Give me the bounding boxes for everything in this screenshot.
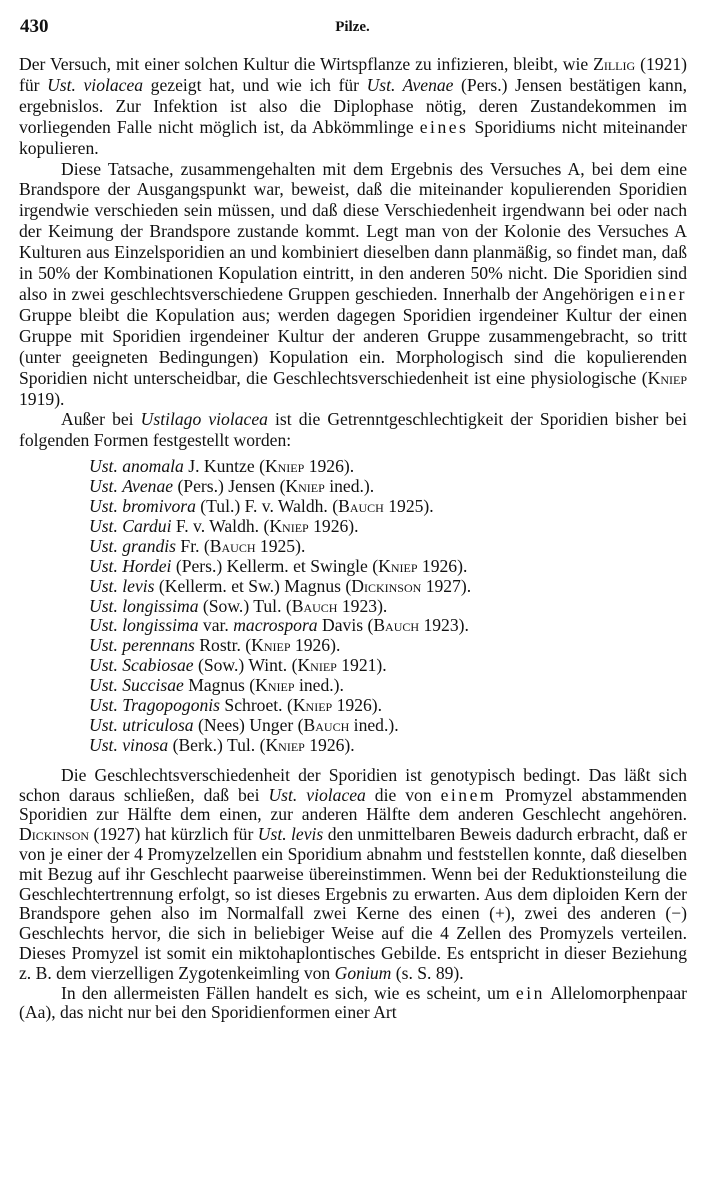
species-epithet: Tragopogonis	[122, 695, 221, 716]
species-reference-year: 1926).	[304, 456, 355, 477]
species-epithet: levis	[122, 575, 155, 596]
species-author: (Tul.) F. v. Waldh. (	[195, 496, 339, 517]
species-reference-year: ined.).	[324, 476, 375, 497]
species-reference-author: Kniep	[255, 675, 295, 696]
species-epithet: longissima	[122, 615, 199, 636]
emphasis-ein: ein	[515, 982, 545, 1003]
species-genus: Ust.	[89, 515, 118, 536]
body-text	[19, 54, 687, 1023]
species-reference-author: Kniep	[297, 655, 337, 676]
author-zillig: Zillig	[593, 54, 636, 74]
species-entry	[89, 676, 687, 696]
species-reference-year: 1926).	[308, 515, 359, 536]
species-epithet: grandis	[122, 535, 177, 556]
species-author: J. Kuntze (	[183, 456, 265, 477]
species-epithet: perennans	[122, 635, 195, 656]
species-reference-year: 1927).	[421, 575, 472, 596]
species-genus: Ust.	[89, 595, 118, 616]
species-genus: Ust.	[89, 695, 118, 716]
species-author: (Kellerm. et Sw.) Magnus (	[154, 575, 352, 596]
species-genus: Ust.	[89, 476, 118, 497]
species-epithet: utriculosa	[122, 715, 194, 735]
species-entry	[89, 656, 687, 676]
species-epithet: Hordei	[122, 555, 172, 576]
taxon-ust-levis: Ust. levis	[257, 824, 324, 845]
author-kniep: Kniep	[647, 367, 687, 388]
species-reference-author: Bauch	[373, 615, 420, 636]
species-author: (Nees) Unger (	[193, 715, 304, 735]
species-author: Magnus (	[183, 675, 256, 696]
page-header	[10, 16, 695, 42]
species-author: (Sow.) Tul. (	[198, 595, 292, 616]
species-reference-author: Bauch	[209, 535, 256, 556]
species-reference-author: Kniep	[269, 515, 309, 536]
species-entry	[89, 716, 687, 736]
species-genus: Ust.	[89, 555, 118, 576]
species-genus: Ust.	[89, 496, 118, 517]
species-entry	[89, 636, 687, 656]
species-reference-author: Bauch	[303, 715, 350, 735]
species-author: (Pers.) Jensen (	[173, 476, 286, 497]
species-author: Rostr. (	[194, 635, 252, 656]
species-reference-year: 1925).	[383, 496, 434, 517]
species-reference-author: Kniep	[265, 734, 305, 755]
species-reference-year: 1926).	[304, 734, 355, 755]
running-head: Pilze.	[335, 19, 370, 35]
species-author: Fr. (	[176, 535, 210, 556]
species-reference-year: 1925).	[255, 535, 306, 556]
species-epithet: Avenae	[122, 476, 174, 497]
species-entry	[89, 597, 687, 617]
taxon-gonium: Gonium	[334, 962, 392, 983]
species-reference-year: 1923).	[419, 615, 469, 636]
species-genus: Ust.	[89, 715, 118, 735]
emphasis-eines: eines	[419, 116, 469, 137]
species-entry	[89, 517, 687, 537]
species-genus: Ust.	[89, 635, 118, 656]
paragraph-infection-experiment: Der Versuch, mit einer solchen Kultur die Wirtspflanze zu infizieren, bleibt, wie Zillig (1921) für Ust. violacea gezeigt hat, und wie ich für Ust. Avenae (Pers.) Jensen bestätigen kann, ergebnislos. Zur Infektion ist also die Diplophase nötig, deren Zustandekommen im vorliegenden Falle nicht möglich ist, da Abkömmlinge eines Sporidiums nicht miteinander kopulieren.	[19, 54, 688, 158]
species-epithet: bromivora	[122, 496, 196, 517]
species-author: (Berk.) Tul. (	[168, 734, 266, 755]
species-genus: Ust.	[89, 655, 118, 676]
species-reference-year: ined.).	[294, 675, 344, 696]
species-epithet: Succisae	[122, 675, 184, 696]
species-author: (Sow.) Wint. (	[193, 655, 298, 676]
species-reference-year: ined.).	[349, 715, 399, 735]
species-genus: Ust.	[89, 535, 118, 556]
species-reference-author: Kniep	[378, 555, 418, 576]
paragraph-genotypic: Die Geschlechtsverschiedenheit der Sporidien ist genotypisch bedingt. Das läßt sich schon daraus schließen, daß bei Ust. violacea die von einem Promyzel abstammenden Sporidien zur Hälfte dem einen, zur anderen Hälfte dem anderen Geschlecht angehören. Dickinson (1927) hat kürzlich für Ust. levis den unmittelbaren Beweis dadurch erbracht, daß er von je einer der 4 Promyzelzellen ein Sporidium abnahm und feststellen konnte, daß dieselben mit Bezug auf ihr Geschlecht paarweise übereinstimmen. Wenn bei der Reduktionsteilung die Geschlechtertrennung erfolgt, so ist dieses Ergebnis zu erwarten. Aus dem diploiden Kern der Brandspore gehen also im Normalfall zwei Kerne des einen (+), zwei des anderen (−) Geschlechts hervor, die sich in beliebiger Weise auf die 4 Zellen des Promyzels verteilen. Dieses Promyzel ist somit ein miktohaplontisches Gebilde. Es entspricht in dieser Beziehung z. B. dem vierzelligen Zygotenkeimling von Gonium (s. S. 89).	[19, 764, 687, 983]
species-reference-author: Kniep	[285, 476, 325, 497]
species-genus: Ust.	[89, 575, 118, 596]
species-reference-year: 1926).	[290, 635, 341, 656]
species-entry	[89, 537, 687, 557]
species-reference-author: Kniep	[292, 695, 333, 716]
species-reference-author: Dickinson	[351, 575, 422, 596]
species-entry	[89, 497, 687, 517]
paragraph-allelomorph: In den allermeisten Fällen handelt es sich, wie es scheint, um ein Allelomorphenpaar (Aa), das nicht nur bei den Sporidienformen einer Art	[19, 982, 687, 1023]
taxon-ust-violacea: Ust. violacea	[268, 784, 366, 805]
species-author: Schroet. (	[220, 695, 293, 716]
species-genus: Ust.	[89, 734, 118, 755]
author-dickinson: Dickinson	[19, 824, 90, 845]
species-author: (Pers.) Kellerm. et Swingle (	[171, 555, 379, 576]
species-reference-year: 1926).	[417, 555, 468, 576]
species-epithet: longissima	[122, 595, 199, 616]
species-entry	[89, 736, 687, 756]
species-entry	[89, 577, 687, 597]
emphasis-einer: einer	[639, 283, 687, 304]
species-variety: macrospora	[233, 615, 318, 636]
species-genus: Ust.	[89, 675, 118, 696]
species-reference-author: Kniep	[251, 635, 291, 656]
emphasis-einem: einem	[440, 784, 497, 805]
taxon-ustilago-violacea: Ustilago violacea	[140, 409, 268, 430]
species-reference-author: Bauch	[291, 595, 338, 616]
species-entry	[89, 616, 687, 636]
species-entry	[89, 457, 687, 477]
species-epithet: anomala	[122, 456, 184, 477]
taxon-ust-violacea: Ust. violacea	[47, 74, 144, 95]
species-author: var.	[198, 615, 234, 636]
paragraph-species-intro: Außer bei Ustilago violacea ist die Getrenntgeschlechtigkeit der Sporidien bisher bei folgenden Formen festgestellt worden:	[19, 409, 687, 451]
species-epithet: Scabiosae	[122, 655, 194, 676]
species-epithet: Cardui	[122, 515, 172, 536]
species-entry	[89, 557, 687, 577]
species-genus: Ust.	[89, 456, 118, 477]
species-reference-year: 1921).	[336, 655, 387, 676]
species-author: F. v. Waldh. (	[171, 515, 270, 536]
species-epithet: vinosa	[122, 734, 169, 755]
species-entry	[89, 477, 687, 497]
species-list	[19, 457, 687, 756]
species-entry	[89, 696, 687, 716]
page-number: 430	[20, 16, 49, 37]
species-reference-author: Kniep	[264, 456, 305, 477]
taxon-ust-avenae: Ust. Avenae	[366, 74, 454, 95]
species-reference-author: Bauch	[338, 496, 384, 517]
species-genus: Ust.	[89, 615, 118, 636]
species-variety-author: Davis (	[317, 615, 374, 636]
species-reference-year: 1926).	[332, 695, 383, 716]
species-reference-year: 1923).	[337, 595, 388, 616]
paragraph-sex-difference: Diese Tatsache, zusammengehalten mit dem Ergebnis des Versuches A, bei dem eine Brandspore der Ausgangspunkt war, beweist, daß die miteinander kopulierenden Sporidien irgendwie verschieden sein müssen, und daß diese Verschiedenheit irgendwann bei oder nach der Keimung der Brandspore zustande kommt. Legt man von der Kolonie des Versuches A Kulturen aus Einzelsporidien an und kombiniert dieselben dann planmäßig, so findet man, daß in 50% der Kombinationen Kopulation eintritt, in den anderen 50% nicht. Die Sporidien sind also in zwei geschlechtsverschiedene Gruppen geschieden. Innerhalb der Angehörigen einer Gruppe bleibt die Kopulation aus; werden dagegen Sporidien irgendeiner Kultur der einen Gruppe mit Sporidien irgendeiner Kultur der anderen Gruppe zusammengebracht, so tritt (unter geeigneten Bedingungen) Kopulation ein. Morphologisch sind die kopulierenden Sporidien nicht unterscheidbar, die Geschlechtsverschiedenheit ist eine physiologische (Kniep 1919).	[19, 158, 687, 409]
